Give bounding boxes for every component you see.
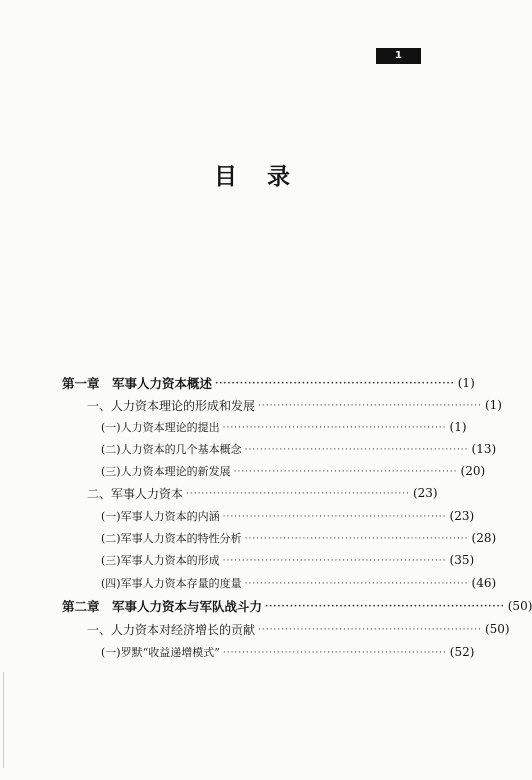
dot-leader: ·························································· (233, 467, 458, 477)
toc-entry-label: (一)人力资本理论的提出 (101, 421, 220, 434)
toc-entry-page: (52) (449, 645, 475, 659)
dot-leader: ·························································· (215, 379, 455, 389)
toc-entry-page: (35) (449, 553, 475, 567)
toc-entry-label: (四)军事人力资本存量的度量 (101, 577, 242, 590)
dot-leader: ·························································· (222, 556, 447, 566)
toc-entry-page: (1) (449, 420, 467, 434)
toc-entry-subsection[interactable] (101, 505, 475, 527)
toc-entry-page: (1) (484, 398, 502, 412)
page-title (0, 166, 504, 189)
dot-leader: ·························································· (244, 579, 469, 589)
scan-margin-line (3, 672, 4, 768)
toc-entry-page: (1) (457, 376, 475, 390)
dot-leader: ·························································· (222, 512, 447, 522)
toc-entry-section[interactable] (87, 394, 502, 416)
dot-leader: ·························································· (258, 401, 482, 411)
toc-entry-label: (一)罗默“收益递增模式” (101, 646, 220, 659)
toc-entry-label: 一、人力资本对经济增长的贡献 (87, 622, 256, 637)
toc-entry-subsection[interactable] (101, 527, 497, 549)
toc-entry-page: (50) (484, 622, 510, 636)
toc-entry-chapter[interactable] (62, 595, 532, 617)
toc-entry-subsection[interactable] (101, 438, 497, 460)
toc-entry-page: (20) (460, 464, 486, 478)
dot-leader: ·························································· (222, 423, 447, 433)
toc-entry-page: (23) (449, 509, 475, 523)
toc-entry-subsection[interactable] (101, 641, 475, 663)
dot-leader: ·························································· (244, 534, 469, 544)
dot-leader: ·························································· (265, 602, 505, 612)
toc-entry-label: 二、军事人力资本 (87, 486, 184, 501)
dot-leader: ·························································· (186, 489, 410, 499)
toc-entry-page: (46) (471, 576, 497, 590)
toc-entry-subsection[interactable] (101, 416, 467, 438)
toc-entry-page: (23) (412, 486, 438, 500)
title-char-1: 目 (214, 164, 237, 190)
toc-entry-label: 第二章 军事人力资本与军队战斗力 (62, 599, 263, 614)
toc-entry-subsection[interactable] (101, 572, 497, 594)
dot-leader: ·························································· (244, 445, 469, 455)
toc-entry-label: (三)军事人力资本的形成 (101, 554, 220, 567)
toc-entry-subsection[interactable] (101, 549, 475, 571)
toc-entry-page: (50) (507, 599, 532, 613)
toc-entry-page: (13) (471, 442, 497, 456)
dot-leader: ·························································· (258, 625, 482, 635)
toc-entry-label: (二)人力资本的几个基本概念 (101, 443, 242, 456)
title-char-2: 录 (267, 164, 290, 190)
toc-entry-section[interactable] (87, 618, 510, 640)
toc-entry-page: (28) (471, 531, 497, 545)
toc-entry-label: 一、人力资本理论的形成和发展 (87, 398, 256, 413)
toc-entry-label: (一)军事人力资本的内涵 (101, 510, 220, 523)
page-number: 1 (395, 50, 402, 61)
toc-entry-label: 第一章 军事人力资本概述 (62, 376, 213, 391)
toc-entry-subsection[interactable] (101, 460, 486, 482)
toc-entry-label: (三)人力资本理论的新发展 (101, 465, 231, 478)
toc-entry-chapter[interactable] (62, 372, 475, 394)
page-number-marker (376, 48, 421, 64)
toc-entry-section[interactable] (87, 482, 438, 504)
toc-entry-label: (二)军事人力资本的特性分析 (101, 532, 242, 545)
dot-leader: ·························································· (222, 648, 447, 658)
